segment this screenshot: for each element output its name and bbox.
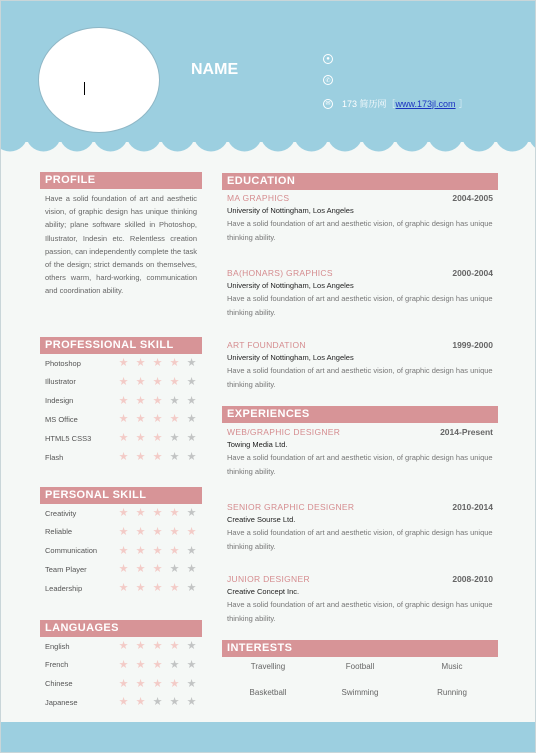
star-icon: ★ bbox=[118, 544, 129, 557]
skill-label: Reliable bbox=[45, 527, 73, 537]
skill-label: Chinese bbox=[45, 679, 73, 689]
star-icon: ★ bbox=[152, 413, 163, 426]
scallop bbox=[0, 124, 28, 152]
star-icon: ★ bbox=[186, 544, 197, 557]
contact-site-close: ］ bbox=[458, 99, 468, 109]
website-link[interactable]: www.173jl.com bbox=[395, 98, 456, 109]
star-icon: ★ bbox=[186, 563, 197, 576]
star-icon: ★ bbox=[118, 432, 129, 445]
star-icon: ★ bbox=[186, 394, 197, 407]
star-rating bbox=[115, 432, 200, 444]
skill-row bbox=[45, 450, 200, 464]
skill-label: Japanese bbox=[45, 697, 78, 707]
star-icon: ★ bbox=[186, 696, 197, 709]
star-icon: ★ bbox=[186, 640, 197, 652]
scallop bbox=[495, 124, 530, 152]
entry-date: 1999-2000 bbox=[452, 340, 493, 350]
skill-row bbox=[45, 677, 200, 691]
star-icon: ★ bbox=[186, 658, 197, 671]
star-icon: ★ bbox=[186, 413, 197, 426]
timeline-entry bbox=[227, 427, 493, 478]
star-rating bbox=[115, 451, 200, 463]
personal-skill-heading: PERSONAL SKILL bbox=[40, 487, 202, 504]
star-icon: ★ bbox=[152, 357, 163, 369]
entry-description: Have a solid foundation of art and aesthetic vision, of graphic design has unique thinking ability. bbox=[227, 528, 493, 551]
contact-website bbox=[323, 97, 468, 110]
experiences-heading: EXPERIENCES bbox=[222, 406, 498, 423]
profile-text: Have a solid foundation of art and aesthetic vision, of graphic design has unique thinking ability; plane software skilled in Photoshop, Illustrator, Indesin etc. Relentless creation passion, can independently complete the task of the design; strict demands on themselves, others warm, hard-working, communication and coordination ability. bbox=[45, 194, 197, 296]
star-icon: ★ bbox=[135, 544, 146, 557]
star-icon: ★ bbox=[169, 357, 180, 369]
star-icon: ★ bbox=[169, 375, 180, 388]
star-icon: ★ bbox=[169, 432, 180, 445]
skill-row bbox=[45, 431, 200, 445]
star-icon: ★ bbox=[135, 696, 146, 709]
star-icon: ★ bbox=[186, 582, 197, 595]
entry-header bbox=[227, 193, 493, 203]
star-icon: ★ bbox=[152, 696, 163, 709]
star-icon: ★ bbox=[169, 696, 180, 709]
star-icon: ★ bbox=[118, 507, 129, 519]
entry-date: 2004-2005 bbox=[452, 193, 493, 203]
entry-header bbox=[227, 340, 493, 350]
scallop bbox=[127, 124, 162, 152]
entry-description: Have a solid foundation of art and aesthetic vision, of graphic design has unique thinking ability. bbox=[227, 366, 493, 389]
star-icon: ★ bbox=[152, 451, 163, 463]
star-icon: ★ bbox=[135, 432, 146, 445]
entry-organization: University of Nottingham, Los Angeles bbox=[227, 353, 354, 362]
scallop bbox=[462, 124, 497, 152]
contact-address bbox=[323, 54, 342, 64]
scallop bbox=[428, 124, 463, 152]
star-icon: ★ bbox=[152, 525, 163, 538]
star-icon: ★ bbox=[186, 677, 197, 690]
entry-header bbox=[227, 427, 493, 437]
entry-organization: Creative Concept Inc. bbox=[227, 587, 300, 596]
entry-organization: University of Nottingham, Los Angeles bbox=[227, 281, 354, 290]
footer-band bbox=[0, 722, 536, 753]
star-icon: ★ bbox=[118, 582, 129, 595]
skill-label: MS Office bbox=[45, 414, 78, 424]
star-icon: ★ bbox=[169, 640, 180, 652]
entry-organization: Towing Media Ltd. bbox=[227, 440, 288, 449]
scallop bbox=[361, 124, 396, 152]
entry-title: WEB/GRAPHIC DESIGNER bbox=[227, 427, 341, 437]
contact-phone bbox=[323, 75, 342, 85]
skill-row bbox=[45, 412, 200, 426]
star-icon: ★ bbox=[169, 507, 180, 519]
star-rating bbox=[115, 545, 200, 557]
entry-title: JUNIOR DESIGNER bbox=[227, 574, 310, 584]
entry-date: 2000-2004 bbox=[452, 268, 493, 278]
star-icon: ★ bbox=[169, 544, 180, 557]
scallop bbox=[395, 124, 430, 152]
entry-header bbox=[227, 502, 493, 512]
skill-label: Team Player bbox=[45, 564, 87, 574]
star-icon: ★ bbox=[118, 357, 129, 369]
entry-description: Have a solid foundation of art and aesthetic vision, of graphic design has unique thinking ability. bbox=[227, 600, 493, 623]
star-icon: ★ bbox=[118, 658, 129, 671]
profile-heading: PROFILE bbox=[40, 172, 202, 189]
scallop bbox=[328, 124, 363, 152]
skill-row bbox=[45, 695, 200, 709]
scallop bbox=[194, 124, 229, 152]
entry-header bbox=[227, 268, 493, 278]
star-icon: ★ bbox=[135, 677, 146, 690]
star-icon: ★ bbox=[118, 696, 129, 709]
timeline-entry bbox=[227, 502, 493, 553]
scallop bbox=[26, 124, 61, 152]
star-icon: ★ bbox=[118, 563, 129, 576]
skill-row bbox=[45, 639, 200, 653]
languages-heading: LANGUAGES bbox=[40, 620, 202, 637]
interests-heading: INTERESTS bbox=[222, 640, 498, 657]
skill-label: English bbox=[45, 641, 70, 651]
skill-label: Creativity bbox=[45, 508, 77, 518]
star-icon: ★ bbox=[152, 432, 163, 445]
skill-row bbox=[45, 506, 200, 520]
star-icon: ★ bbox=[118, 640, 129, 652]
star-icon: ★ bbox=[169, 525, 180, 538]
scallop bbox=[529, 124, 536, 152]
interests-grid bbox=[222, 662, 498, 697]
skill-label: Communication bbox=[45, 546, 98, 556]
scallop bbox=[261, 124, 296, 152]
entry-title: ART FOUNDATION bbox=[227, 340, 306, 350]
star-icon: ★ bbox=[118, 413, 129, 426]
star-icon: ★ bbox=[135, 658, 146, 671]
entry-date: 2010-2014 bbox=[452, 502, 493, 512]
star-icon: ★ bbox=[135, 375, 146, 388]
location-icon: ● bbox=[323, 54, 333, 64]
entry-date: 2014-Present bbox=[440, 427, 493, 437]
star-rating bbox=[115, 563, 200, 575]
star-rating bbox=[115, 678, 200, 690]
star-rating bbox=[115, 413, 200, 425]
scallop bbox=[294, 124, 329, 152]
star-icon: ★ bbox=[186, 451, 197, 463]
star-rating bbox=[115, 659, 200, 671]
star-rating bbox=[115, 395, 200, 407]
interest-item: Basketball bbox=[249, 688, 287, 697]
star-icon: ★ bbox=[118, 375, 129, 388]
star-icon: ★ bbox=[152, 640, 163, 652]
timeline-entry bbox=[227, 268, 493, 319]
star-icon: ★ bbox=[169, 677, 180, 690]
entry-organization: University of Nottingham, Los Angeles bbox=[227, 206, 354, 215]
skill-row bbox=[45, 394, 200, 408]
star-icon: ★ bbox=[169, 582, 180, 595]
text-cursor bbox=[84, 82, 85, 95]
professional-skill-heading: PROFESSIONAL SKILL bbox=[40, 337, 202, 354]
star-icon: ★ bbox=[169, 413, 180, 426]
star-icon: ★ bbox=[152, 658, 163, 671]
entry-header bbox=[227, 574, 493, 584]
interest-item: Football bbox=[345, 662, 375, 671]
star-icon: ★ bbox=[135, 507, 146, 519]
skill-label: Flash bbox=[45, 452, 64, 462]
entry-description: Have a solid foundation of art and aesthetic vision, of graphic design has unique thinking ability. bbox=[227, 294, 493, 317]
entry-title: SENIOR GRAPHIC DESIGNER bbox=[227, 502, 355, 512]
skill-row bbox=[45, 525, 200, 539]
entry-description: Have a solid foundation of art and aesthetic vision, of graphic design has unique thinking ability. bbox=[227, 453, 493, 476]
interest-item: Music bbox=[441, 662, 463, 671]
star-icon: ★ bbox=[152, 375, 163, 388]
star-icon: ★ bbox=[135, 563, 146, 576]
star-rating bbox=[115, 357, 200, 369]
star-icon: ★ bbox=[118, 677, 129, 690]
star-icon: ★ bbox=[186, 375, 197, 388]
skill-label: French bbox=[45, 660, 69, 670]
education-heading: EDUCATION bbox=[222, 173, 498, 190]
timeline-entry bbox=[227, 340, 493, 391]
interest-item: Travelling bbox=[250, 662, 286, 671]
star-icon: ★ bbox=[152, 507, 163, 519]
star-rating bbox=[115, 640, 200, 652]
star-rating bbox=[115, 526, 200, 538]
phone-icon: ✆ bbox=[323, 75, 333, 85]
star-icon: ★ bbox=[169, 563, 180, 576]
skill-label: Leadership bbox=[45, 583, 83, 593]
star-icon: ★ bbox=[169, 394, 180, 407]
star-icon: ★ bbox=[135, 357, 146, 369]
star-icon: ★ bbox=[135, 582, 146, 595]
star-rating bbox=[115, 507, 200, 519]
scallop bbox=[227, 124, 262, 152]
star-rating bbox=[115, 376, 200, 388]
entry-title: BA(HONARS) GRAPHICS bbox=[227, 268, 333, 278]
star-rating bbox=[115, 582, 200, 594]
star-icon: ★ bbox=[135, 413, 146, 426]
star-icon: ★ bbox=[135, 394, 146, 407]
star-icon: ★ bbox=[152, 563, 163, 576]
profile-photo-placeholder[interactable] bbox=[38, 27, 160, 133]
star-icon: ★ bbox=[169, 451, 180, 463]
entry-date: 2008-2010 bbox=[452, 574, 493, 584]
candidate-name: NAME bbox=[191, 61, 239, 78]
timeline-entry bbox=[227, 574, 493, 625]
skill-row bbox=[45, 544, 200, 558]
star-icon: ★ bbox=[152, 394, 163, 407]
star-icon: ★ bbox=[118, 451, 129, 463]
star-icon: ★ bbox=[135, 640, 146, 652]
star-icon: ★ bbox=[135, 451, 146, 463]
skill-label: Indesign bbox=[45, 396, 74, 406]
star-icon: ★ bbox=[135, 525, 146, 538]
entry-title: MA GRAPHICS bbox=[227, 193, 290, 203]
skill-label: Illustrator bbox=[45, 377, 76, 387]
entry-description: Have a solid foundation of art and aesthetic vision, of graphic design has unique thinking ability. bbox=[227, 219, 493, 242]
interest-item: Swimming bbox=[341, 688, 379, 697]
entry-organization: Creative Sourse Ltd. bbox=[227, 515, 296, 524]
star-icon: ★ bbox=[118, 394, 129, 407]
timeline-entry bbox=[227, 193, 493, 244]
star-icon: ★ bbox=[186, 357, 197, 369]
star-rating bbox=[115, 696, 200, 708]
interest-item: Running bbox=[437, 688, 467, 697]
skill-row bbox=[45, 581, 200, 595]
star-icon: ★ bbox=[186, 507, 197, 519]
skill-row bbox=[45, 658, 200, 672]
skill-label: Photoshop bbox=[45, 358, 81, 368]
skill-label: HTML5 CSS3 bbox=[45, 433, 92, 443]
star-icon: ★ bbox=[152, 544, 163, 557]
skill-row bbox=[45, 562, 200, 576]
skill-row bbox=[45, 356, 200, 370]
star-icon: ★ bbox=[152, 677, 163, 690]
star-icon: ★ bbox=[186, 525, 197, 538]
star-icon: ★ bbox=[118, 525, 129, 538]
star-icon: ★ bbox=[152, 582, 163, 595]
mail-icon: ✉ bbox=[323, 99, 333, 109]
star-icon: ★ bbox=[169, 658, 180, 671]
contact-site-text: 173 简历网［ bbox=[342, 99, 396, 109]
star-icon: ★ bbox=[186, 432, 197, 445]
scallop bbox=[160, 124, 195, 152]
skill-row bbox=[45, 375, 200, 389]
